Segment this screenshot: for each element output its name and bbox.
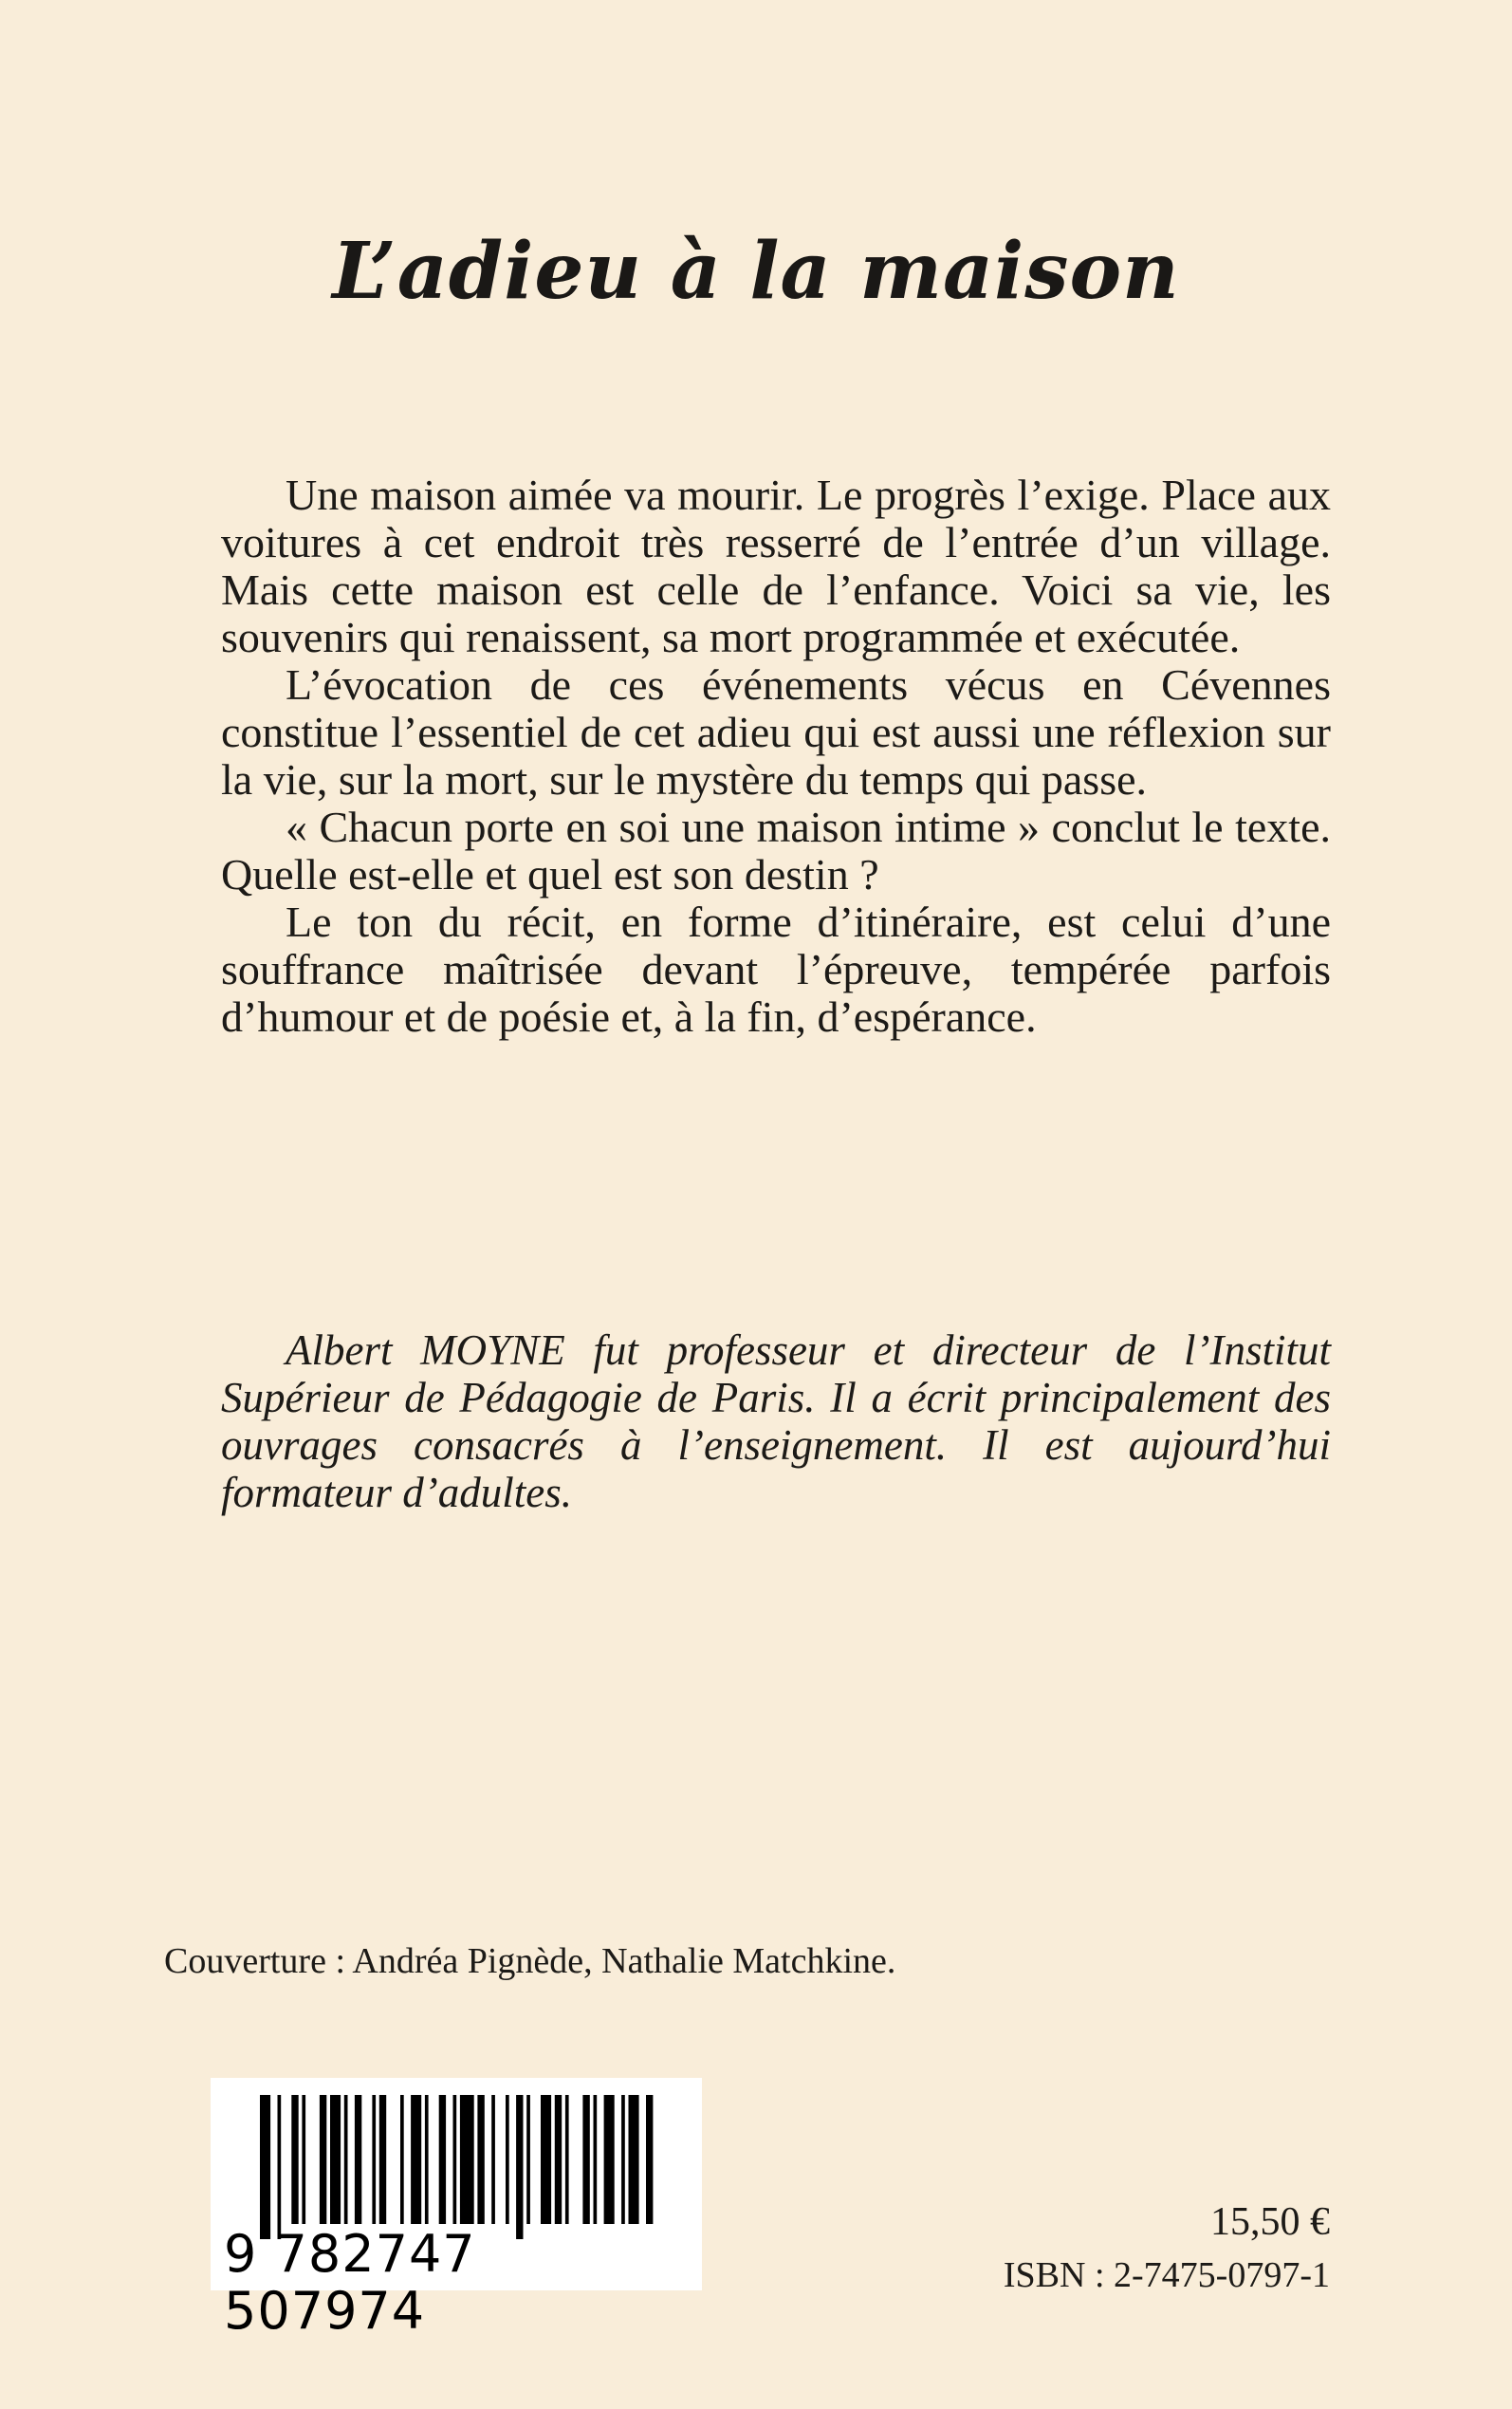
blurb-paragraph: Une maison aimée va mourir. Le progrès l’exige. Place aux voitures à cet endroit très resserré de l’entrée d’un village. Mais cette maison est celle de l’enfance. Voici sa vie, les souvenirs qui renaissent, sa mort programmée et exécutée. — [221, 471, 1331, 661]
barcode — [211, 2078, 702, 2341]
barcode-bar — [526, 2095, 530, 2224]
author-bio — [221, 1326, 1331, 1516]
barcode-bar — [555, 2095, 562, 2224]
barcode-bar — [594, 2095, 598, 2224]
barcode-bar — [355, 2095, 361, 2224]
blurb-paragraph: Le ton du récit, en forme d’itinéraire, est celui d’une souffrance maîtrisée devant l’épreuve, tempérée parfois d’humour et de poésie et, à la fin, d’espérance. — [221, 898, 1331, 1041]
barcode-bar — [372, 2095, 376, 2224]
blurb-paragraph: « Chacun porte en soi une maison intime » conclut le texte. Quelle est-elle et quel est son destin ? — [221, 803, 1331, 899]
barcode-bar — [291, 2095, 298, 2224]
barcode-bar — [344, 2095, 348, 2224]
barcode-bar — [400, 2095, 404, 2224]
barcode-bar — [582, 2095, 589, 2224]
back-cover-blurb — [221, 472, 1331, 1041]
barcode-bar — [439, 2095, 446, 2224]
barcode-bar — [516, 2095, 523, 2239]
barcode-bar — [604, 2095, 615, 2224]
barcode-bar — [379, 2095, 386, 2224]
barcode-bar — [425, 2095, 429, 2224]
barcode-bar — [477, 2095, 484, 2224]
author-bio-text: fut professeur et directeur de l’Institut Supérieur de Pédagogie de Paris. Il a écrit principalement des ouvrages consacrés à l’enseignement. Il est aujourd’hui formateur d’adultes. — [221, 1326, 1331, 1516]
barcode-bar — [260, 2095, 270, 2239]
barcode-bar — [506, 2095, 509, 2224]
cover-credits: Couverture : Andréa Pignède, Nathalie Matchkine. — [164, 1941, 896, 1981]
barcode-bar — [646, 2095, 653, 2224]
barcode-bar — [453, 2095, 457, 2224]
barcode-bar — [629, 2095, 639, 2224]
barcode-bar — [541, 2095, 551, 2224]
barcode-digits: 9 782747 507974 — [224, 2224, 476, 2341]
barcode-bar — [411, 2095, 421, 2224]
barcode-bar — [320, 2095, 326, 2224]
barcode-bar — [565, 2095, 569, 2224]
blurb-paragraph: L’évocation de ces événements vécus en Cévennes constitue l’essentiel de cet adieu qui est aussi une réflexion sur la vie, sur la mort, sur le mystère du temps qui passe. — [221, 660, 1331, 804]
barcode-bar — [278, 2095, 282, 2239]
barcode-bar — [491, 2095, 495, 2224]
barcode-bar — [621, 2095, 625, 2224]
author-name: Albert MOYNE — [286, 1326, 565, 1374]
isbn: ISBN : 2-7475-0797-1 — [1003, 2255, 1330, 2295]
price: 15,50 € — [1210, 2200, 1330, 2244]
barcode-bar — [330, 2095, 341, 2224]
barcode-bar — [460, 2095, 474, 2224]
barcode-bar — [302, 2095, 305, 2224]
book-title: L’adieu à la maison — [332, 226, 1180, 317]
